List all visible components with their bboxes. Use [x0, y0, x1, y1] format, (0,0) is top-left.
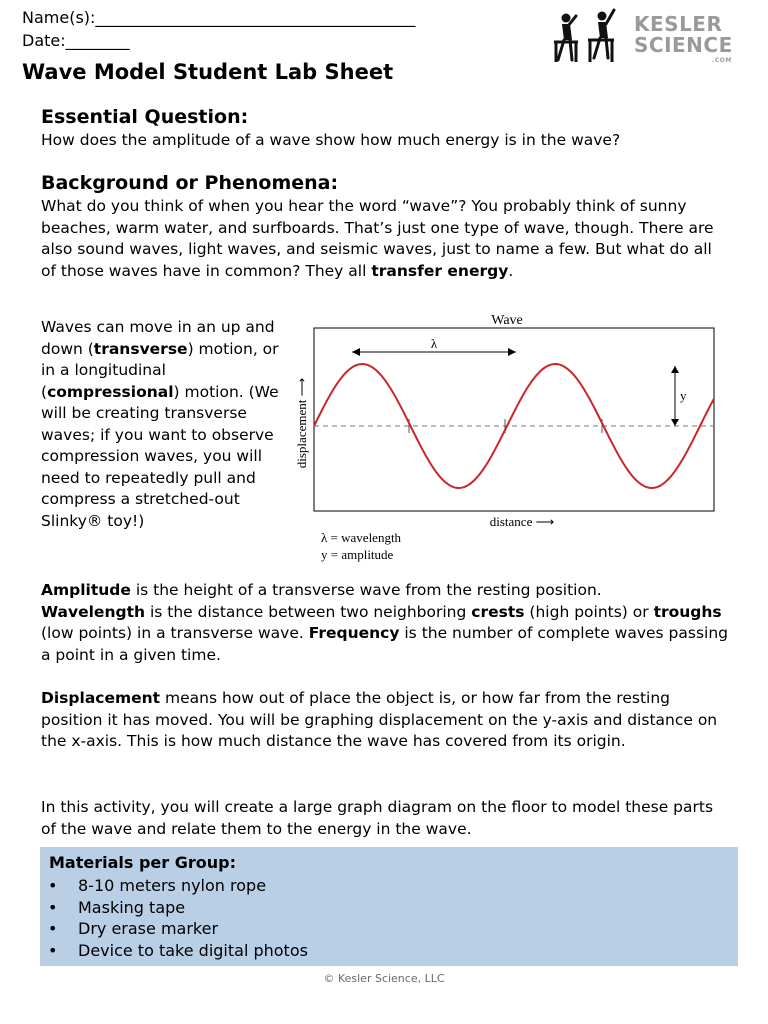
y-axis-label: displacement ⟶	[294, 377, 309, 469]
logo-domain: .COM	[712, 57, 732, 64]
definitions-paragraph: Amplitude is the height of a transverse wave from the resting position. Wavelength is the distance between two neighboring crests (high points) or troughs (low points) in a transverse wave. Frequency is the number of complete waves passing a point in a given time.	[41, 581, 729, 664]
legend-wavelength: λ = wavelength	[321, 530, 402, 545]
amplitude-symbol: y	[680, 388, 687, 403]
plot-frame	[314, 328, 714, 511]
compressional-term: compressional	[47, 382, 174, 401]
materials-item: • 8-10 meters nylon rope	[48, 876, 267, 895]
wavelength-term: Wavelength	[41, 602, 146, 621]
bullet: •	[48, 919, 58, 938]
bullet: •	[48, 940, 58, 960]
activity-paragraph: In this activity, you will create a large graph diagram on the floor to model these parts of the wave and relate them to the energy in the wave.	[41, 798, 714, 838]
materials-item: • Dry erase marker	[48, 919, 219, 938]
transfer-energy-term: transfer energy	[371, 261, 509, 280]
materials-title: Materials per Group:	[49, 853, 236, 872]
date-label: Date:	[22, 31, 66, 50]
x-axis-label: distance ⟶	[489, 514, 555, 529]
transverse-term: transverse	[93, 339, 188, 358]
crests-term: crests	[471, 602, 525, 621]
wave-diagram	[290, 306, 730, 568]
troughs-term: troughs	[653, 602, 722, 621]
names-label: Name(s):	[22, 8, 96, 27]
wave-diagram-title: Wave	[491, 313, 523, 328]
page-title: Wave Model Student Lab Sheet	[22, 60, 394, 84]
materials-list	[46, 875, 308, 961]
logo-line-2: SCIENCE	[634, 33, 733, 57]
displacement-term: Displacement	[41, 689, 161, 707]
names-blank: ________________________________________	[95, 8, 416, 27]
materials-item: • Masking tape	[48, 897, 186, 917]
amplitude-arrowhead-top	[671, 366, 679, 373]
waves-paragraph: Waves can move in an up and down (transverse) motion, or in a longitudinal (compressional) motion. (We will be creating transverse waves; if you want to observe compression waves, you will need to repeatedly pull and compress a stretched-out Slinky® toy!)	[41, 318, 279, 530]
amplitude-arrowhead-bottom	[671, 419, 679, 426]
students-at-desks-icon	[552, 4, 626, 70]
wavelength-arrowhead-left	[352, 348, 360, 356]
essential-question-text: How does the amplitude of a wave show how much energy is in the wave?	[41, 131, 621, 149]
materials-box	[40, 847, 738, 966]
copyright-footer: © Kesler Science, LLC	[323, 972, 445, 985]
amplitude-term: Amplitude	[41, 581, 131, 599]
background-heading: Background or Phenomena:	[41, 172, 339, 194]
logo-line-1: KESLER	[634, 12, 723, 36]
kesler-science-logo	[552, 4, 742, 70]
bullet: •	[48, 897, 58, 917]
wavelength-symbol: λ	[430, 336, 438, 351]
materials-item: • Device to take digital photos	[48, 940, 308, 960]
names-field	[22, 8, 415, 28]
displacement-paragraph: Displacement means how out of place the object is, or how far from the resting position it has moved. You will be graphing displacement on the y-axis and distance on the x-axis. This is how much distance the wave has covered from its origin.	[41, 689, 718, 750]
wavelength-arrowhead-right	[508, 348, 516, 356]
essential-question-heading: Essential Question:	[41, 106, 249, 128]
legend-amplitude: y = amplitude	[321, 547, 394, 562]
background-text: What do you think of when you hear the word “wave”? You probably think of sunny beaches, warm water, and surfboards. That’s just one type of wave, though. There are also sound waves, light waves, and seismic waves, just to name a few. But what do all of those waves have in common? They all transfer energy.	[41, 197, 714, 280]
date-field	[22, 31, 130, 51]
bullet: •	[48, 876, 58, 895]
date-blank: ________	[65, 31, 130, 50]
frequency-term: Frequency	[308, 624, 400, 642]
